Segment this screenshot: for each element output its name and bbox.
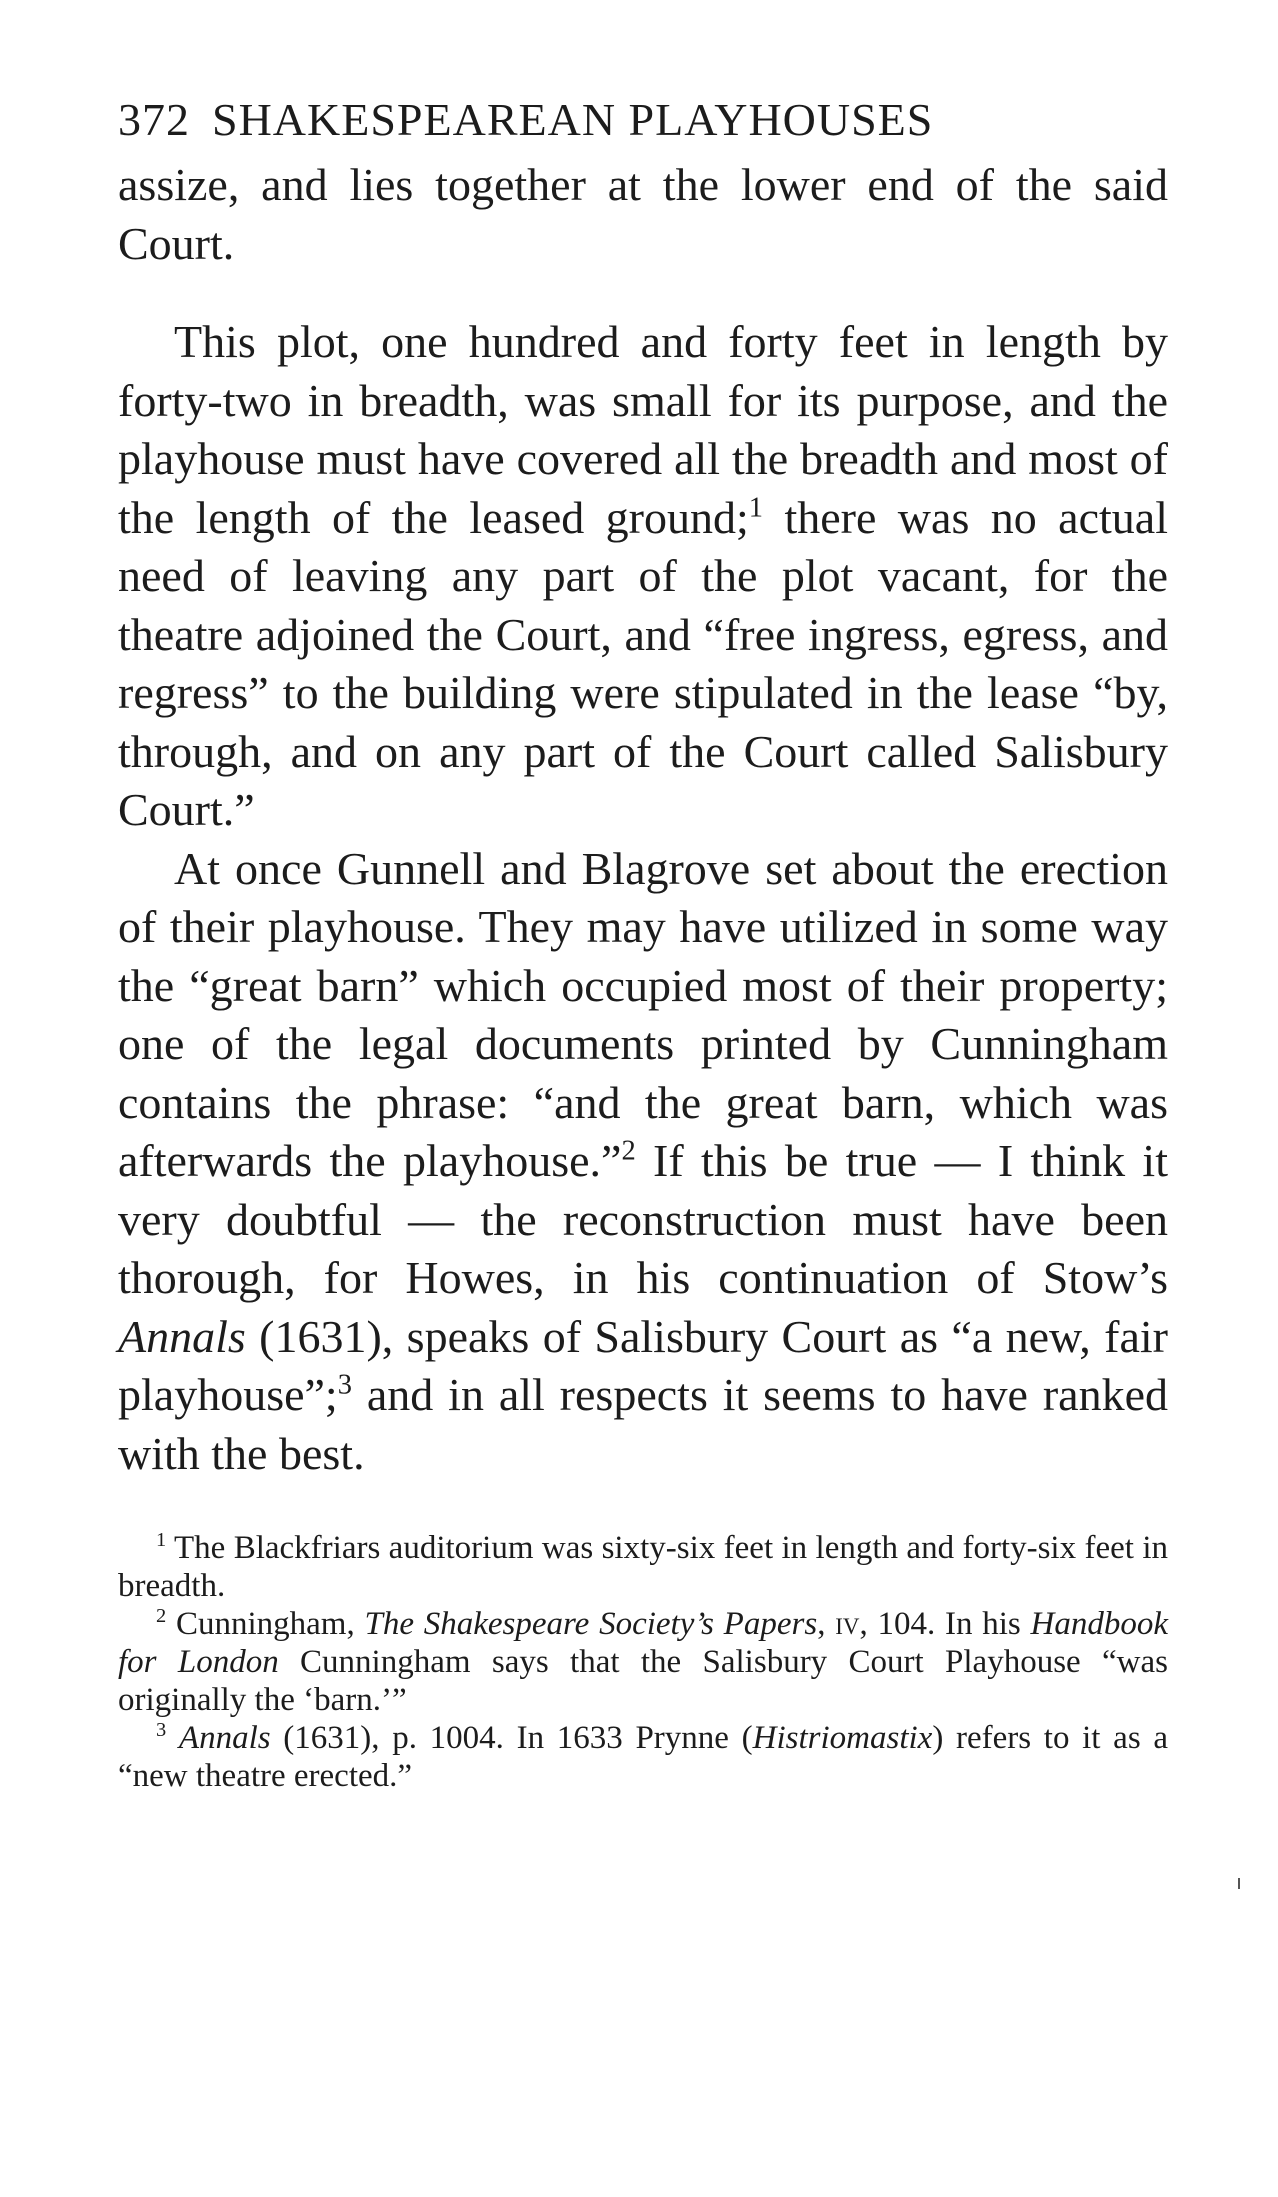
paragraph-continued [118, 156, 1168, 273]
print-speck [1238, 1878, 1240, 1889]
work-title-annals: Annals [118, 1310, 246, 1362]
paragraph-text: and in all respects it seems to have ranked with the best. [118, 1369, 1168, 1479]
footnote-reference-3[interactable]: 3 [337, 1369, 352, 1401]
body-text [118, 156, 1168, 1483]
running-title: SHAKESPEAREAN PLAYHOUSES [212, 94, 934, 145]
volume-number: iv [835, 1606, 860, 1642]
book-page [118, 92, 1168, 1795]
footnotes [118, 1529, 1168, 1795]
footnote-marker: 2 [156, 1605, 167, 1627]
running-head [118, 92, 1168, 148]
footnote-text: , [817, 1606, 836, 1642]
paragraph-erection [118, 840, 1168, 1484]
footnote-text: , 104. In his [859, 1606, 1031, 1642]
footnote-marker: 3 [156, 1719, 167, 1741]
work-title: Annals [178, 1720, 271, 1756]
footnote-3 [118, 1719, 1168, 1795]
paragraph-text: there was no actual need of leaving any part of the plot vacant, for the theatre adjoined the Court, and “free ingress, egress, and regress” to the building were stipulated in the lease “by, through, and on any part of the Court called Salisbury Court.” [118, 491, 1168, 835]
work-title: Histriomastix [752, 1720, 933, 1756]
footnote-text: Cunningham, [166, 1606, 365, 1642]
paragraph-plot [118, 313, 1168, 840]
footnote-text: Cunningham says that the Salisbury Court Playhouse “was originally the ‘barn.’” [118, 1644, 1168, 1718]
footnote-text: The Blackfriars auditorium was sixty-six feet in length and forty-six feet in breadth. [118, 1530, 1168, 1604]
footnote-marker: 1 [156, 1529, 167, 1551]
work-title: Handbook for London [118, 1606, 1169, 1680]
footnote-1 [118, 1529, 1168, 1605]
paragraph-text: At once Gunnell and Blagrove set about the erection of their playhouse. They may have utilized in some way the “great barn” which occupied most of their property; one of the legal documents printed by Cunningham contains the phrase: “and the great barn, which was afterwards the playhouse.” [118, 842, 1168, 1186]
paragraph-text: assize, and lies together at the lower end of the said Court. [118, 159, 1168, 269]
footnote-reference-1[interactable]: 1 [748, 492, 764, 524]
footnote-text: ) refers to it as a “new theatre erected.” [118, 1720, 1168, 1794]
footnote-reference-2[interactable]: 2 [621, 1135, 636, 1167]
footnote-text: (1631), p. 1004. In 1633 Prynne ( [270, 1720, 753, 1756]
footnote-2 [118, 1605, 1168, 1719]
work-title: The Shakespeare Society’s Papers [364, 1606, 818, 1642]
page-number: 372 [118, 94, 190, 145]
paragraph-text: This plot, one hundred and forty feet in length by forty-two in breadth, was small for its purpose, and the playhouse must have covered all the breadth and most of the length of the leased ground; [118, 316, 1168, 543]
paragraph-text: If this be true — I think it very doubtful — the reconstruction must have been thorough, for Howes, in his continuation of Stow’s [118, 1135, 1168, 1303]
paragraph-text: (1631), speaks of Salisbury Court as “a new, fair playhouse”; [118, 1310, 1168, 1420]
